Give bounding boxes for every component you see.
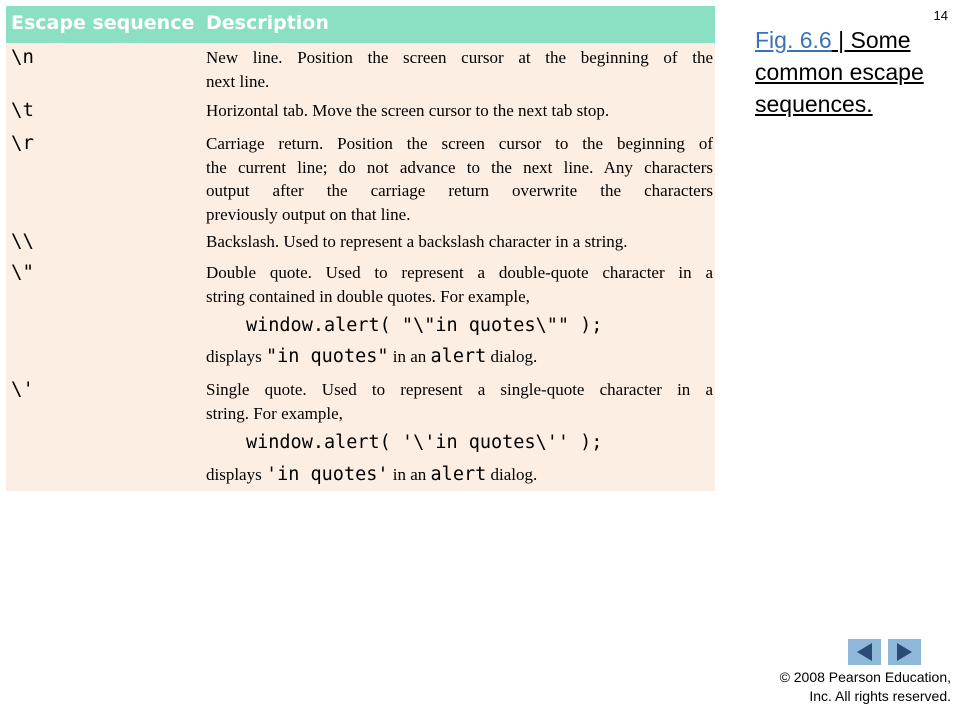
sequence-newline: \n (11, 46, 34, 68)
displays-prefix: displays (206, 347, 266, 366)
displays-suffix: dialog. (486, 347, 538, 366)
displays-prefix: displays (206, 465, 266, 484)
description-line: Carriage return. Position the screen cursor to the beginning of (206, 134, 713, 153)
description-line: string contained in double quotes. For example, (206, 286, 530, 306)
description-single-quote (206, 378, 713, 425)
header-description: Description (206, 12, 329, 34)
description-line: Backslash. Used to represent a backslash character in a string. (206, 232, 628, 251)
description-carriage-return (206, 132, 713, 226)
description-tab (206, 99, 713, 123)
displays-single-quote (206, 463, 537, 487)
sequence-single-quote: \' (11, 378, 34, 400)
sequence-backslash: \\ (11, 230, 34, 252)
caption-separator: | (831, 27, 851, 53)
code-example-double-quote: window.alert( "\"in quotes\"" ); (246, 315, 603, 336)
triangle-left-icon (848, 639, 881, 665)
copyright-line: © 2008 Pearson Education, (779, 669, 951, 685)
sequence-double-quote: \" (11, 261, 34, 283)
displays-value: 'in quotes' (265, 464, 389, 485)
description-line: Double quote. Used to represent a double-quote character in a (206, 263, 713, 282)
description-line: the current line; do not advance to the next line. Any characters (206, 157, 713, 177)
header-escape-sequence: Escape sequence (11, 12, 195, 34)
displays-keyword: alert (430, 346, 487, 367)
description-line: Horizontal tab. Move the screen cursor to the next tab stop. (206, 101, 610, 120)
description-line: Single quote. Used to represent a single-quote character in a (206, 380, 713, 399)
displays-middle: in an (388, 465, 431, 484)
description-line: string. For example, (206, 403, 343, 423)
description-newline (206, 46, 713, 93)
description-line: output after the carriage return overwrite the characters (206, 181, 713, 200)
sequence-tab: \t (11, 99, 34, 121)
displays-double-quote (206, 345, 537, 369)
displays-suffix: dialog. (486, 465, 538, 484)
displays-middle: in an (388, 347, 431, 366)
description-backslash (206, 230, 713, 254)
figure-caption (755, 24, 955, 120)
table-header (6, 6, 715, 43)
description-line: previously output on that line. (206, 204, 411, 224)
sequence-carriage-return: \r (11, 132, 34, 154)
code-example-single-quote: window.alert( '\'in quotes\'' ); (246, 432, 603, 453)
escape-sequence-table (6, 6, 715, 491)
copyright-line: Inc. All rights reserved. (809, 688, 951, 704)
figure-link[interactable]: Fig. 6.6 (755, 27, 832, 53)
displays-value: "in quotes" (265, 346, 389, 367)
previous-slide-button[interactable] (848, 639, 881, 665)
displays-keyword: alert (430, 464, 487, 485)
description-double-quote (206, 261, 713, 308)
copyright-notice (780, 668, 951, 706)
caption-text: Some common escape sequences. (755, 27, 924, 117)
page-number: 14 (933, 8, 948, 23)
next-slide-button[interactable] (888, 639, 921, 665)
description-line: next line. (206, 71, 270, 91)
triangle-right-icon (888, 639, 921, 665)
description-line: New line. Position the screen cursor at the beginning of the (206, 48, 713, 67)
slide-navigation (848, 639, 922, 665)
